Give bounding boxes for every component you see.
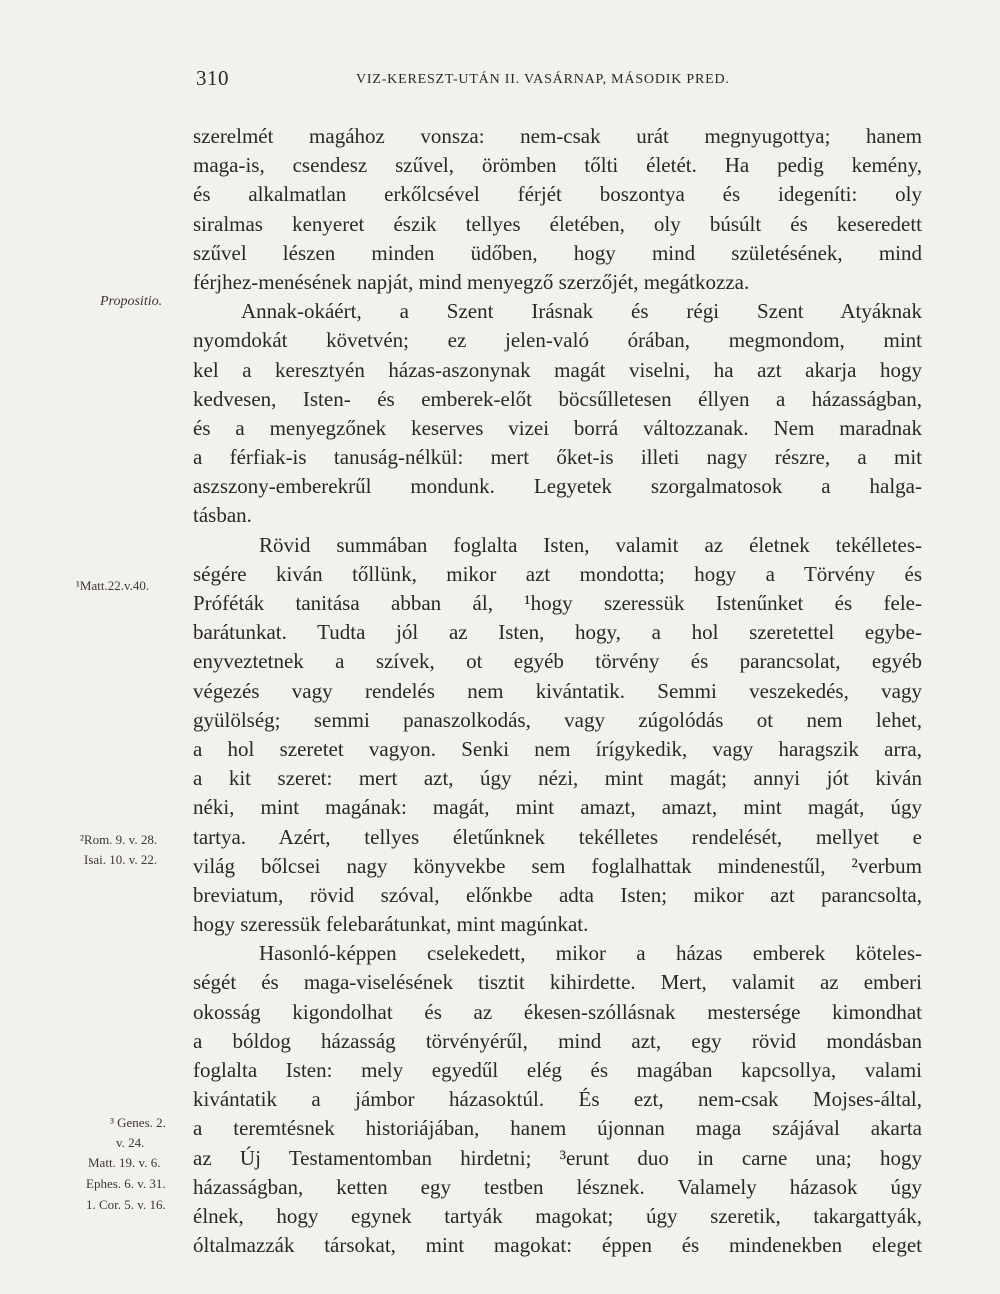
margin-note-cor-5: 1. Cor. 5. v. 16.: [86, 1197, 166, 1212]
text-line: aszszony-emberekrűl mondunk. Legyetek szorgalmatosok a halga-: [193, 474, 922, 499]
text-line: óltalmazzák társokat, mint magokat: éppen és mindenekben eleget: [193, 1233, 922, 1258]
text-line: férjhez-menésének napját, mind menyegző szerzőjét, megátkozza.: [193, 269, 750, 294]
text-line: barátunkat. Tudta jól az Isten, hogy, a hol szeretettel egybe-: [193, 620, 922, 645]
text-line: élnek, hogy egynek tartyák magokat; úgy szeretik, takargattyák,: [193, 1203, 922, 1228]
text-line: és alkalmatlan erkőlcsével férjét boszontya és idegeníti: oly: [193, 182, 922, 207]
text-line: világ bőlcsei nagy könyvekbe sem foglalhattak mindenestűl, ²verbum: [193, 853, 922, 878]
text-line: ségére kiván tőllünk, mikor azt mondotta; hogy a Törvény és: [193, 561, 922, 586]
text-line: Annak-okáért, a Szent Irásnak és régi Szent Atyáknak: [241, 299, 922, 324]
running-head: VIZ-KERESZT-UTÁN II. VASÁRNAP, MÁSODIK PRED.: [356, 72, 730, 87]
margin-note-genes-2: ³ Genes. 2.: [110, 1115, 166, 1130]
text-line: az Új Testamentomban hirdetni; ³erunt duo in carne una; hogy: [193, 1145, 922, 1170]
text-line: házasságban, ketten egy testben lésznek. Valamely házasok úgy: [193, 1174, 922, 1199]
text-line: kel a keresztyén házas-aszonynak magát viselni, ha azt akarja hogy: [193, 357, 922, 382]
page-number: 310: [196, 66, 229, 90]
text-line: hogy szeressük felebarátunkat, mint magúnkat.: [193, 912, 589, 937]
margin-note-propositio: Propositio.: [100, 294, 163, 309]
margin-note-matt-22: ¹Matt.22.v.40.: [76, 578, 150, 593]
margin-note-matt-19: Matt. 19. v. 6.: [88, 1155, 161, 1170]
text-line: a bóldog házasság törvényérűl, mind azt, egy rövid mondásban: [193, 1028, 922, 1053]
text-line: nyomdokát követvén; ez jelen-való órában, megmondom, mint: [193, 328, 922, 353]
text-line: gyülölség; semmi panaszolkodás, vagy zúgolódás ot nem lehet,: [193, 707, 922, 732]
text-line: okosság kigondolhat és az ékesen-szóllásnak mestersége kimondhat: [193, 999, 922, 1024]
margin-note-isai-10: Isai. 10. v. 22.: [84, 852, 158, 867]
text-line: néki, mint magának: magát, mint amazt, amazt, mint magát, úgy: [193, 795, 922, 820]
text-line: enyveztetnek a szívek, ot egyéb törvény és parancsolat, egyéb: [193, 649, 922, 674]
text-line: breviatum, rövid szóval, előnkbe adta Isten; mikor azt parancsolta,: [193, 882, 922, 907]
text-line: tartya. Azért, tellyes életűnknek tekélletes rendelését, mellyet e: [193, 824, 922, 849]
text-line: kedvesen, Isten- és emberek-előt böcsűlletesen éllyen a házasságban,: [193, 386, 922, 411]
text-line: Rövid summában foglalta Isten, valamit az életnek tekélletes-: [259, 532, 922, 557]
margin-note-rom-9: ²Rom. 9. v. 28.: [80, 832, 158, 847]
text-line: szerelmét magához vonsza: nem-csak urát megnyugottya; hanem: [193, 124, 922, 148]
text-line: a férfiak-is tanuság-nélkül: mert őket-is illeti nagy részre, a mit: [193, 445, 922, 470]
text-line: szűvel lészen minden üdőben, hogy mind születésének, mind: [193, 240, 922, 265]
text-line: és a menyegzőnek keserves vizei borrá változzanak. Nem maradnak: [193, 415, 922, 440]
text-line: maga-is, csendesz szűvel, örömben tőlti életét. Ha pedig kemény,: [193, 153, 922, 178]
text-line: ségét és maga-viselésének tisztit kihirdette. Mert, valamit az emberi: [193, 970, 922, 995]
text-line: a hol szeretet vagyon. Senki nem írígykedik, vagy haragszik arra,: [193, 736, 922, 761]
margin-note-ephes-6: Ephes. 6. v. 31.: [86, 1176, 166, 1191]
text-line: végezés vagy rendelés nem kivántatik. Semmi veszekedés, vagy: [193, 678, 922, 703]
text-line: foglalta Isten: mely egyedűl elég és magában kapcsollya, valami: [193, 1058, 922, 1082]
text-line: tásban.: [193, 503, 252, 528]
text-line: kivántatik a jámbor házasoktúl. És ezt, nem-csak Mojses-által,: [193, 1087, 922, 1112]
text-line: siralmas kenyeret észik tellyes életében, oly búsúlt és keseredett: [193, 211, 922, 236]
text-line: Hasonló-képpen cselekedett, mikor a házas emberek köteles-: [259, 941, 922, 966]
body-text: [193, 122, 922, 1260]
margin-note-v-24: v. 24.: [116, 1135, 145, 1150]
text-line: a teremtésnek historiájában, hanem újonnan maga szájával akarta: [193, 1116, 922, 1141]
text-line: a kit szeret: mert azt, úgy nézi, mint magát; annyi jót kiván: [193, 766, 922, 791]
text-line: Próféták tanitása abban ál, ¹hogy szeressük Istenűnket és fele-: [193, 591, 922, 615]
